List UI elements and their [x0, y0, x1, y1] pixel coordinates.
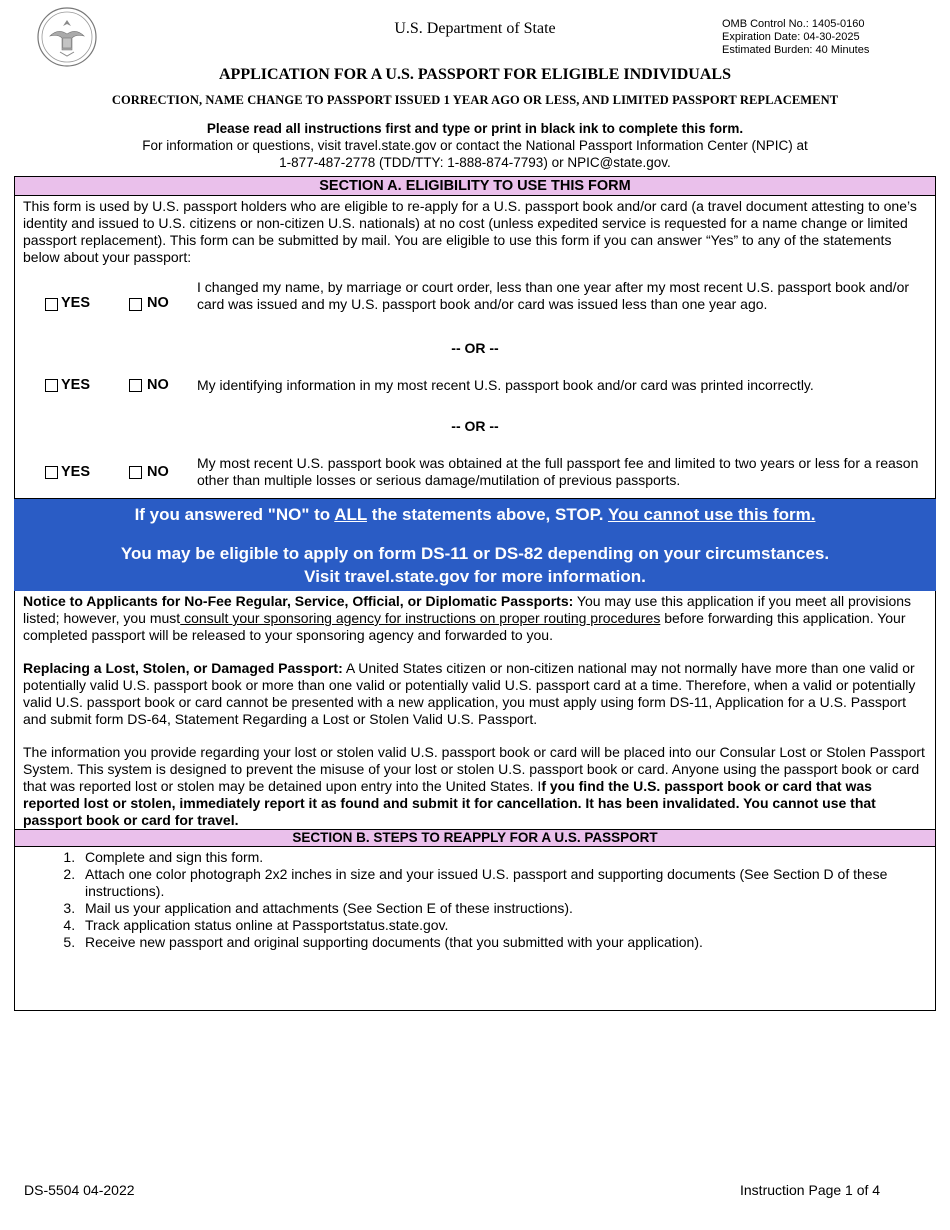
stop-banner [14, 499, 936, 591]
no-checkbox-3[interactable] [129, 466, 142, 479]
statement-text: My identifying information in my most recent U.S. passport book and/or card was printed incorrectly. [197, 377, 814, 393]
section-a-heading: SECTION A. ELIGIBILITY TO USE THIS FORM [15, 177, 935, 196]
lost-system-notice [23, 744, 927, 829]
or-divider: -- OR -- [451, 418, 499, 434]
no-fee-text: before forwarding this application. Your completed passport will be released to your sponsoring agency and forwarded to you. [23, 610, 906, 643]
lost-passport-notice [23, 660, 927, 728]
lost-passport-title: Replacing a Lost, Stolen, or Damaged Passport: [23, 660, 343, 676]
lost-system-bold-text: f you find the U.S. passport book or card that was reported lost or stolen, immediately report it as found and submit it for cancellation. It has been invalidated. You cannot use that passport book or card for travel. [23, 778, 876, 828]
list-item: 5. Receive new passport and original supporting documents (that you submitted with your application). [79, 934, 935, 951]
instructions-bold: Please read all instructions first and type or print in black ink to complete this form. [206, 121, 744, 136]
page-number: Instruction Page 1 of 4 [740, 1182, 881, 1198]
stop-text: If you answered "NO" to [134, 505, 335, 524]
notices-section [14, 591, 936, 1011]
form-title: APPLICATION FOR A U.S. PASSPORT FOR ELIGIBLE INDIVIDUALS [219, 66, 731, 83]
no-fee-text: You may use this application if you meet all provisions listed; however, you must [23, 593, 912, 626]
stop-line-2: You may be eligible to apply on form DS-11 or DS-82 depending on your circumstances. [120, 544, 830, 563]
department-name: U.S. Department of State [394, 20, 556, 37]
or-divider: -- OR -- [451, 340, 499, 356]
info-line-1: For information or questions, visit travel.state.gov or contact the National Passport Information Center (NPIC) at [142, 138, 808, 153]
notices-body [15, 591, 935, 829]
no-label: NO [147, 377, 169, 393]
stop-line-1 [14, 505, 936, 525]
yes-checkbox-1[interactable] [45, 298, 58, 311]
omb-burden: Estimated Burden: 40 Minutes [722, 44, 870, 56]
cannot-use-text: You cannot use this form. [607, 505, 816, 524]
no-fee-notice-title: Notice to Applicants for No-Fee Regular, Service, Official, or Diplomatic Passports: [23, 593, 574, 609]
no-label: NO [147, 295, 169, 311]
sponsoring-agency-text: consult your sponsoring agency for instructions on proper routing procedures [180, 610, 661, 626]
omb-info [722, 18, 869, 57]
statement-text: My most recent U.S. passport book was obtained at the full passport fee and limited to two years or less for a reason other than multiple losses or serious damage/mutilation of previous passports. [197, 455, 919, 488]
section-a [14, 176, 936, 499]
form-number: DS-5504 04-2022 [24, 1182, 135, 1198]
list-item: 1. Complete and sign this form. [79, 849, 935, 866]
omb-expiration-date: Expiration Date: 04-30-2025 [722, 31, 860, 43]
list-item: 2. Attach one color photograph 2x2 inches in size and your issued U.S. passport and supporting documents (See Section D of these instructions). [79, 866, 935, 900]
list-item: 4. Track application status online at Passportstatus.state.gov. [79, 917, 935, 934]
yes-checkbox-2[interactable] [45, 379, 58, 392]
stop-all-text: ALL [334, 505, 367, 524]
statement-text: I changed my name, by marriage or court order, less than one year after my most recent U.S. passport book and/or card was issued and my U.S. passport book and/or card was issued less than one year ago. [197, 279, 910, 312]
list-item: 3. Mail us your application and attachments (See Section E of these instructions). [79, 900, 935, 917]
yes-label: YES [61, 464, 91, 480]
yes-label: YES [61, 377, 91, 393]
no-fee-notice [23, 593, 927, 644]
stop-line-3: Visit travel.state.gov for more information. [304, 567, 646, 586]
no-label: NO [147, 464, 169, 480]
form-instructions [0, 120, 950, 171]
info-line-2: 1-877-487-2778 (TDD/TTY: 1-888-874-7793) or NPIC@state.gov. [279, 155, 671, 170]
stop-text: the statements above, STOP. [367, 505, 608, 524]
no-checkbox-1[interactable] [129, 298, 142, 311]
section-b-heading: SECTION B. STEPS TO REAPPLY FOR A U.S. PASSPORT [15, 829, 935, 847]
no-checkbox-2[interactable] [129, 379, 142, 392]
form-subtitle: CORRECTION, NAME CHANGE TO PASSPORT ISSUED 1 YEAR AGO OR LESS, AND LIMITED PASSPORT REPLACEMENT [111, 93, 839, 107]
section-a-intro: This form is used by U.S. passport holders who are eligible to re-apply for a U.S. passport book and/or card (a travel document attesting to one’s identity and issued to U.S. citizens or non-citizen U.S. nationals) at no cost (unless expedited service is requested for a name change or limited passport replacement). This form can be submitted by mail. You are eligible to use this form if you can answer “Yes” to any of the statements below about your passport: [23, 198, 917, 265]
omb-control-number: OMB Control No.: 1405-0160 [722, 18, 865, 30]
lost-system-text: The information you provide regarding your lost or stolen valid U.S. passport book or card will be placed into our Consular Lost or Stolen Passport System. This system is designed to prevent the misuse of your lost or stolen U.S. passport book or card. Anyone using the passport book or card that was reported lost or stolen may be detained upon entry into the United States. I [23, 744, 925, 794]
yes-label: YES [61, 295, 91, 311]
reapply-steps-list [15, 849, 935, 951]
lost-passport-text: A United States citizen or non-citizen national may not normally have more than one valid or potentially valid U.S. passport book or more than one valid or potentially valid U.S. passport card at a time. Therefore, when a valid or potentially valid U.S. passport book or card cannot be presented with a new application, you must apply using form DS-11, Application for a U.S. Passport and submit form DS-64, Statement Regarding a Lost or Stolen Valid U.S. Passport. [23, 660, 916, 727]
yes-checkbox-3[interactable] [45, 466, 58, 479]
